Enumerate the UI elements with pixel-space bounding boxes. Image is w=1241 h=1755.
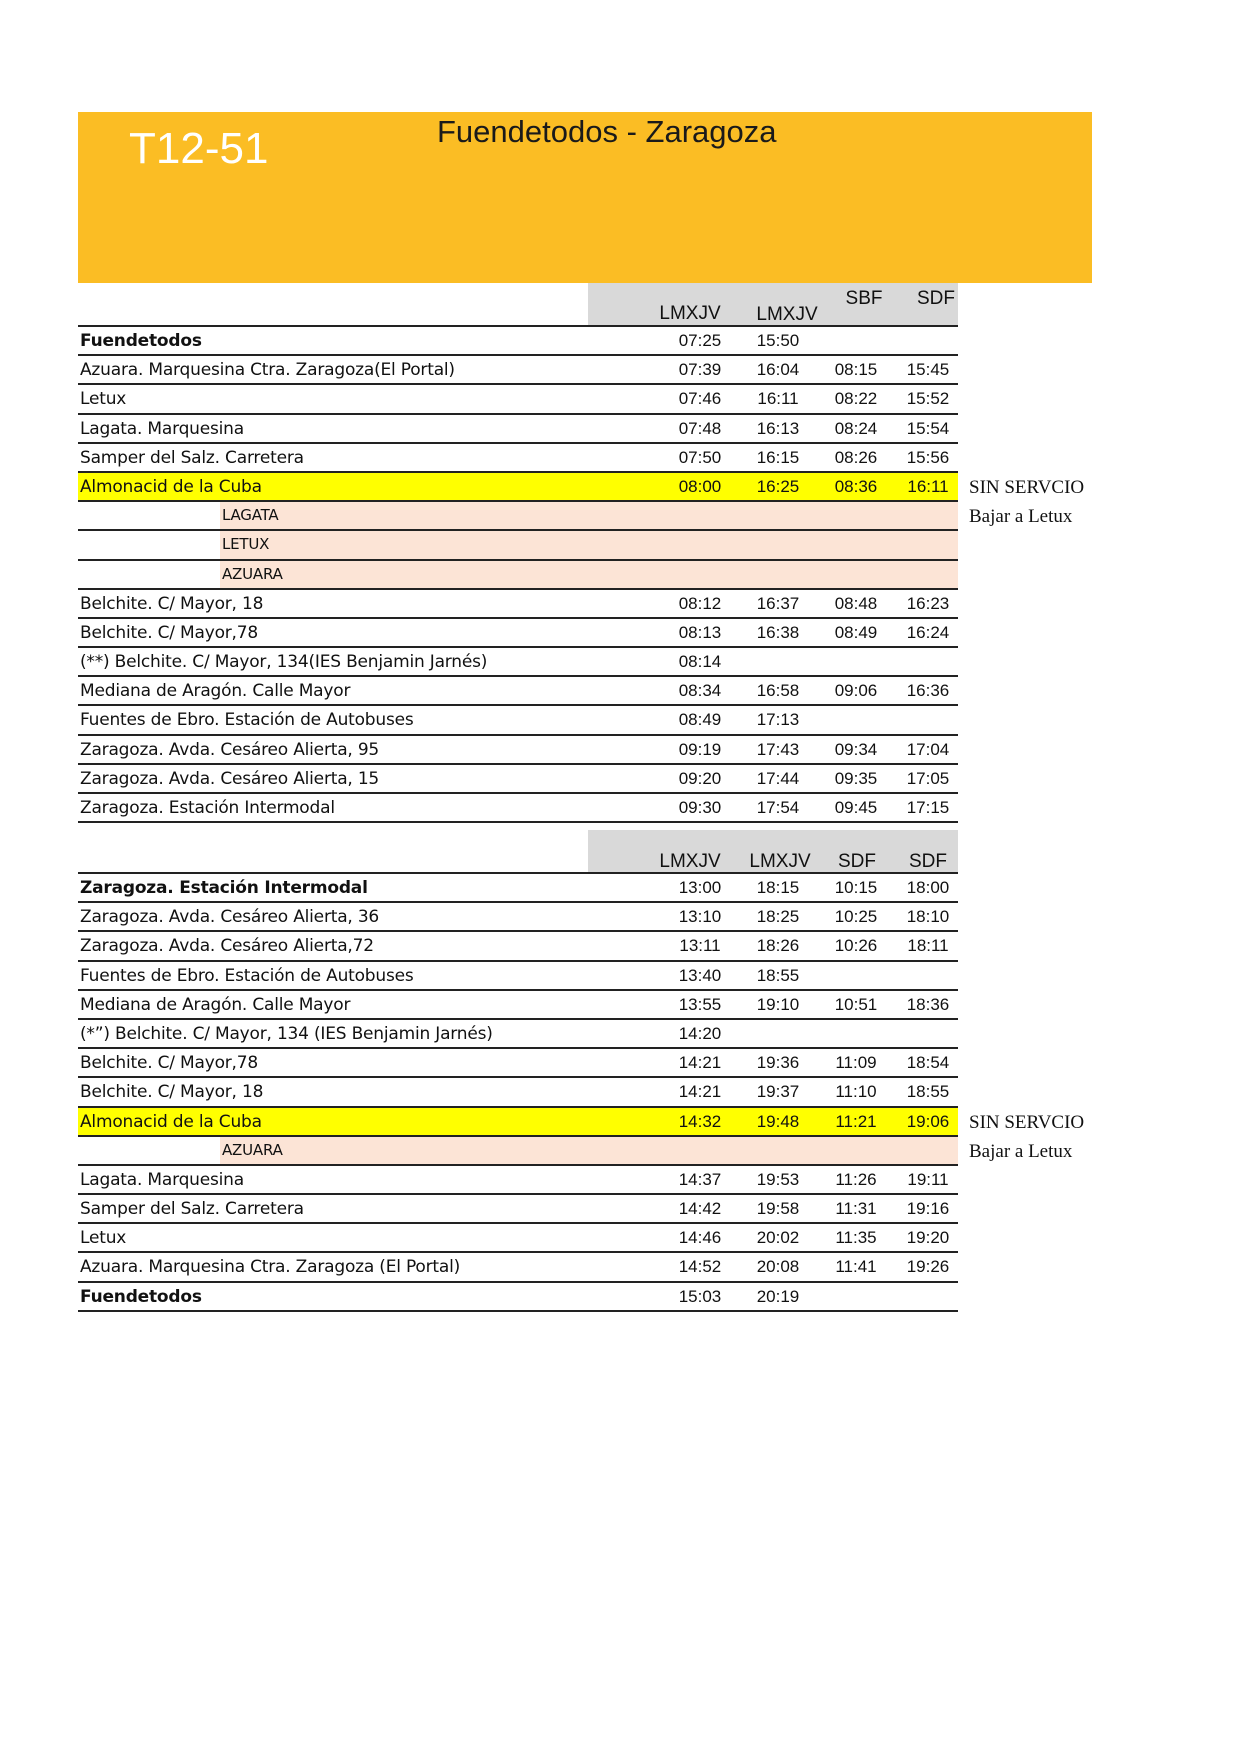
return-header-col-1: LMXJV <box>659 851 721 872</box>
departure-time: 15:03 <box>678 1286 722 1306</box>
departure-time: 15:54 <box>906 418 950 438</box>
outbound-stop-row <box>78 356 958 385</box>
departure-time: 07:25 <box>678 331 722 350</box>
stop-name: Mediana de Aragón. Calle Mayor <box>80 994 351 1015</box>
departure-time: 10:51 <box>834 994 878 1014</box>
stop-name: Zaragoza. Avda. Cesáreo Alierta,72 <box>80 936 374 957</box>
departure-time: 10:15 <box>834 878 878 897</box>
return-stop-row <box>78 1078 958 1107</box>
outbound-stop-row <box>78 561 958 590</box>
stop-name: Almonacid de la Cuba <box>80 1111 262 1132</box>
stop-name: Zaragoza. Avda. Cesáreo Alierta, 36 <box>80 907 380 928</box>
stop-name: AZUARA <box>222 1140 283 1159</box>
return-header-col-2: LMXJV <box>749 851 811 872</box>
outbound-stop-row <box>78 765 958 794</box>
departure-time: 08:26 <box>834 447 878 467</box>
departure-time: 11:09 <box>835 1053 877 1073</box>
route-code: T12-51 <box>129 124 269 173</box>
stop-name: Zaragoza. Avda. Cesáreo Alierta, 95 <box>80 739 380 760</box>
departure-time: 19:53 <box>756 1169 800 1189</box>
departure-time: 19:36 <box>756 1053 800 1073</box>
outbound-stop-row <box>78 531 958 560</box>
departure-time: 16:38 <box>756 622 800 642</box>
departure-time: 08:14 <box>678 652 722 672</box>
stop-name: Letux <box>80 1228 127 1249</box>
return-stop-row <box>78 1108 958 1137</box>
departure-time: 16:04 <box>756 360 800 380</box>
departure-time: 15:56 <box>906 447 950 467</box>
departure-time: 07:50 <box>678 447 722 467</box>
outbound-stop-row <box>78 590 958 619</box>
departure-time: 14:37 <box>678 1169 722 1189</box>
stop-name: Fuentes de Ebro. Estación de Autobuses <box>80 710 414 731</box>
stop-name: Belchite. C/ Mayor, 18 <box>80 593 264 614</box>
departure-time: 19:26 <box>906 1257 950 1277</box>
departure-time: 14:21 <box>678 1053 722 1073</box>
departure-time: 08:13 <box>678 622 722 642</box>
stop-name: Fuendetodos <box>80 1286 202 1307</box>
stop-name: Samper del Salz. Carretera <box>80 447 304 468</box>
departure-time: 14:32 <box>678 1111 722 1131</box>
departure-time: 15:52 <box>906 389 950 409</box>
stop-name: LETUX <box>222 535 270 554</box>
outbound-header-col-3: SBF <box>845 288 883 309</box>
departure-time: 09:06 <box>834 681 878 701</box>
departure-time: 18:10 <box>906 907 950 927</box>
departure-time: 18:00 <box>906 878 950 897</box>
outbound-note-get-off: Bajar a Letux <box>969 506 1073 527</box>
stop-name: Lagata. Marquesina <box>80 1169 244 1190</box>
departure-time: 17:43 <box>756 739 800 759</box>
departure-time: 16:24 <box>906 622 950 642</box>
return-stop-row <box>78 962 958 991</box>
return-note-get-off: Bajar a Letux <box>969 1141 1073 1162</box>
departure-time: 14:42 <box>678 1199 722 1219</box>
return-stop-row <box>78 932 958 961</box>
departure-time: 13:40 <box>678 965 722 985</box>
departure-time: 08:34 <box>678 681 722 701</box>
departure-time: 20:19 <box>756 1286 800 1306</box>
departure-time: 08:22 <box>834 389 878 409</box>
return-stop-row <box>78 874 958 903</box>
departure-time: 14:21 <box>678 1082 722 1102</box>
departure-time: 10:26 <box>834 936 878 956</box>
departure-time: 20:08 <box>756 1257 800 1277</box>
departure-time: 15:45 <box>906 360 950 380</box>
departure-time: 08:12 <box>678 593 722 613</box>
outbound-stop-row <box>78 794 958 823</box>
departure-time: 13:55 <box>678 994 722 1014</box>
departure-time: 11:10 <box>835 1082 877 1102</box>
departure-time: 09:30 <box>678 798 722 817</box>
departure-time: 10:25 <box>834 907 878 927</box>
stop-name: Zaragoza. Estación Intermodal <box>80 878 368 898</box>
departure-time: 09:35 <box>834 768 878 788</box>
outbound-header-row <box>78 283 958 327</box>
outbound-stop-row <box>78 385 958 414</box>
return-stop-row <box>78 1166 958 1195</box>
departure-time: 13:00 <box>678 878 722 897</box>
stop-name: Mediana de Aragón. Calle Mayor <box>80 681 351 702</box>
departure-time: 14:52 <box>678 1257 722 1277</box>
departure-time: 16:23 <box>906 593 950 613</box>
outbound-stop-row <box>78 502 958 531</box>
departure-time: 11:26 <box>835 1169 877 1189</box>
stop-name: Letux <box>80 389 127 410</box>
return-note-no-service: SIN SERVCIO <box>969 1112 1085 1133</box>
departure-time: 11:21 <box>835 1111 877 1131</box>
departure-time: 18:55 <box>906 1082 950 1102</box>
outbound-header-col-1: LMXJV <box>659 303 721 324</box>
stop-name: Almonacid de la Cuba <box>80 476 262 497</box>
departure-time: 19:10 <box>756 994 800 1014</box>
return-header-col-3: SDF <box>838 851 876 872</box>
departure-time: 17:13 <box>756 710 800 730</box>
departure-time: 18:11 <box>907 936 949 956</box>
outbound-stop-row <box>78 444 958 473</box>
return-stop-row <box>78 903 958 932</box>
departure-time: 17:15 <box>906 798 950 817</box>
outbound-note-no-service: SIN SERVCIO <box>969 477 1085 498</box>
departure-time: 19:48 <box>756 1111 800 1131</box>
stop-name: (**) Belchite. C/ Mayor, 134(IES Benjamin Jarnés) <box>80 652 488 673</box>
departure-time: 09:20 <box>678 768 722 788</box>
outbound-stop-row <box>78 619 958 648</box>
departure-time: 16:58 <box>756 681 800 701</box>
departure-time: 16:13 <box>756 418 800 438</box>
departure-time: 07:48 <box>678 418 722 438</box>
return-stop-row <box>78 1224 958 1253</box>
departure-time: 19:37 <box>756 1082 800 1102</box>
departure-time: 07:39 <box>678 360 722 380</box>
departure-time: 09:34 <box>834 739 878 759</box>
departure-time: 09:45 <box>834 798 878 817</box>
stop-name: Samper del Salz. Carretera <box>80 1199 304 1220</box>
departure-time: 13:10 <box>678 907 722 927</box>
stop-name: Fuentes de Ebro. Estación de Autobuses <box>80 965 414 986</box>
stop-name: (*”) Belchite. C/ Mayor, 134 (IES Benjamin Jarnés) <box>80 1023 493 1044</box>
departure-time: 17:05 <box>906 768 950 788</box>
departure-time: 11:35 <box>835 1228 877 1248</box>
departure-time: 18:36 <box>906 994 950 1014</box>
departure-time: 19:16 <box>906 1199 950 1219</box>
departure-time: 16:25 <box>756 476 800 496</box>
stop-name: Belchite. C/ Mayor, 18 <box>80 1082 264 1103</box>
stop-name: Fuendetodos <box>80 331 202 351</box>
departure-time: 19:58 <box>756 1199 800 1219</box>
departure-time: 18:15 <box>756 878 800 897</box>
departure-time: 15:50 <box>756 331 800 350</box>
route-title: Fuendetodos - Zaragoza <box>437 114 777 149</box>
outbound-stop-row <box>78 473 958 502</box>
departure-time: 16:36 <box>906 681 950 701</box>
outbound-stop-row <box>78 736 958 765</box>
return-stop-row <box>78 1137 958 1166</box>
departure-time: 14:46 <box>678 1228 722 1248</box>
outbound-header-col-2: LMXJV <box>756 304 818 325</box>
stop-name: Belchite. C/ Mayor,78 <box>80 1053 258 1074</box>
outbound-stop-row <box>78 677 958 706</box>
return-stop-row <box>78 1253 958 1282</box>
return-stop-row <box>78 1049 958 1078</box>
departure-time: 08:15 <box>834 360 878 380</box>
departure-time: 08:36 <box>834 476 878 496</box>
stop-name: Zaragoza. Avda. Cesáreo Alierta, 15 <box>80 768 380 789</box>
outbound-timetable <box>78 283 958 823</box>
departure-time: 14:20 <box>678 1023 722 1043</box>
outbound-stop-row <box>78 706 958 735</box>
outbound-stop-row <box>78 327 958 356</box>
departure-time: 20:02 <box>756 1228 800 1248</box>
departure-time: 19:06 <box>906 1111 950 1131</box>
departure-time: 18:26 <box>756 936 800 956</box>
return-stop-row <box>78 1020 958 1049</box>
outbound-stop-row <box>78 648 958 677</box>
departure-time: 16:15 <box>756 447 800 467</box>
stop-name: Belchite. C/ Mayor,78 <box>80 622 258 643</box>
departure-time: 18:25 <box>756 907 800 927</box>
stop-name: Lagata. Marquesina <box>80 418 244 439</box>
departure-time: 09:19 <box>678 739 722 759</box>
departure-time: 18:54 <box>906 1053 950 1073</box>
departure-time: 17:44 <box>756 768 800 788</box>
departure-time: 07:46 <box>678 389 722 409</box>
departure-time: 17:04 <box>906 739 950 759</box>
return-timetable <box>78 830 958 1312</box>
return-stop-row <box>78 1283 958 1312</box>
departure-time: 08:00 <box>678 476 722 496</box>
return-header-col-4: SDF <box>909 851 947 872</box>
departure-time: 08:49 <box>834 622 878 642</box>
departure-time: 16:11 <box>907 476 949 496</box>
stop-name: LAGATA <box>222 506 279 525</box>
departure-time: 16:11 <box>757 389 799 409</box>
departure-time: 19:20 <box>906 1228 950 1248</box>
stop-name: Azuara. Marquesina Ctra. Zaragoza(El Portal) <box>80 360 455 381</box>
return-stop-row <box>78 1195 958 1224</box>
departure-time: 11:41 <box>835 1257 877 1277</box>
departure-time: 17:54 <box>756 798 800 817</box>
departure-time: 11:31 <box>835 1199 877 1219</box>
departure-time: 08:48 <box>834 593 878 613</box>
outbound-stop-row <box>78 415 958 444</box>
departure-time: 19:11 <box>907 1169 949 1189</box>
departure-time: 13:11 <box>679 936 721 956</box>
stop-name: Azuara. Marquesina Ctra. Zaragoza (El Portal) <box>80 1257 461 1278</box>
departure-time: 08:49 <box>678 710 722 730</box>
return-header-row <box>78 830 958 874</box>
stop-name: AZUARA <box>222 564 283 583</box>
outbound-header-col-4: SDF <box>917 288 955 309</box>
departure-time: 16:37 <box>756 593 800 613</box>
return-stop-row <box>78 991 958 1020</box>
departure-time: 08:24 <box>834 418 878 438</box>
departure-time: 18:55 <box>756 965 800 985</box>
stop-name: Zaragoza. Estación Intermodal <box>80 798 335 818</box>
